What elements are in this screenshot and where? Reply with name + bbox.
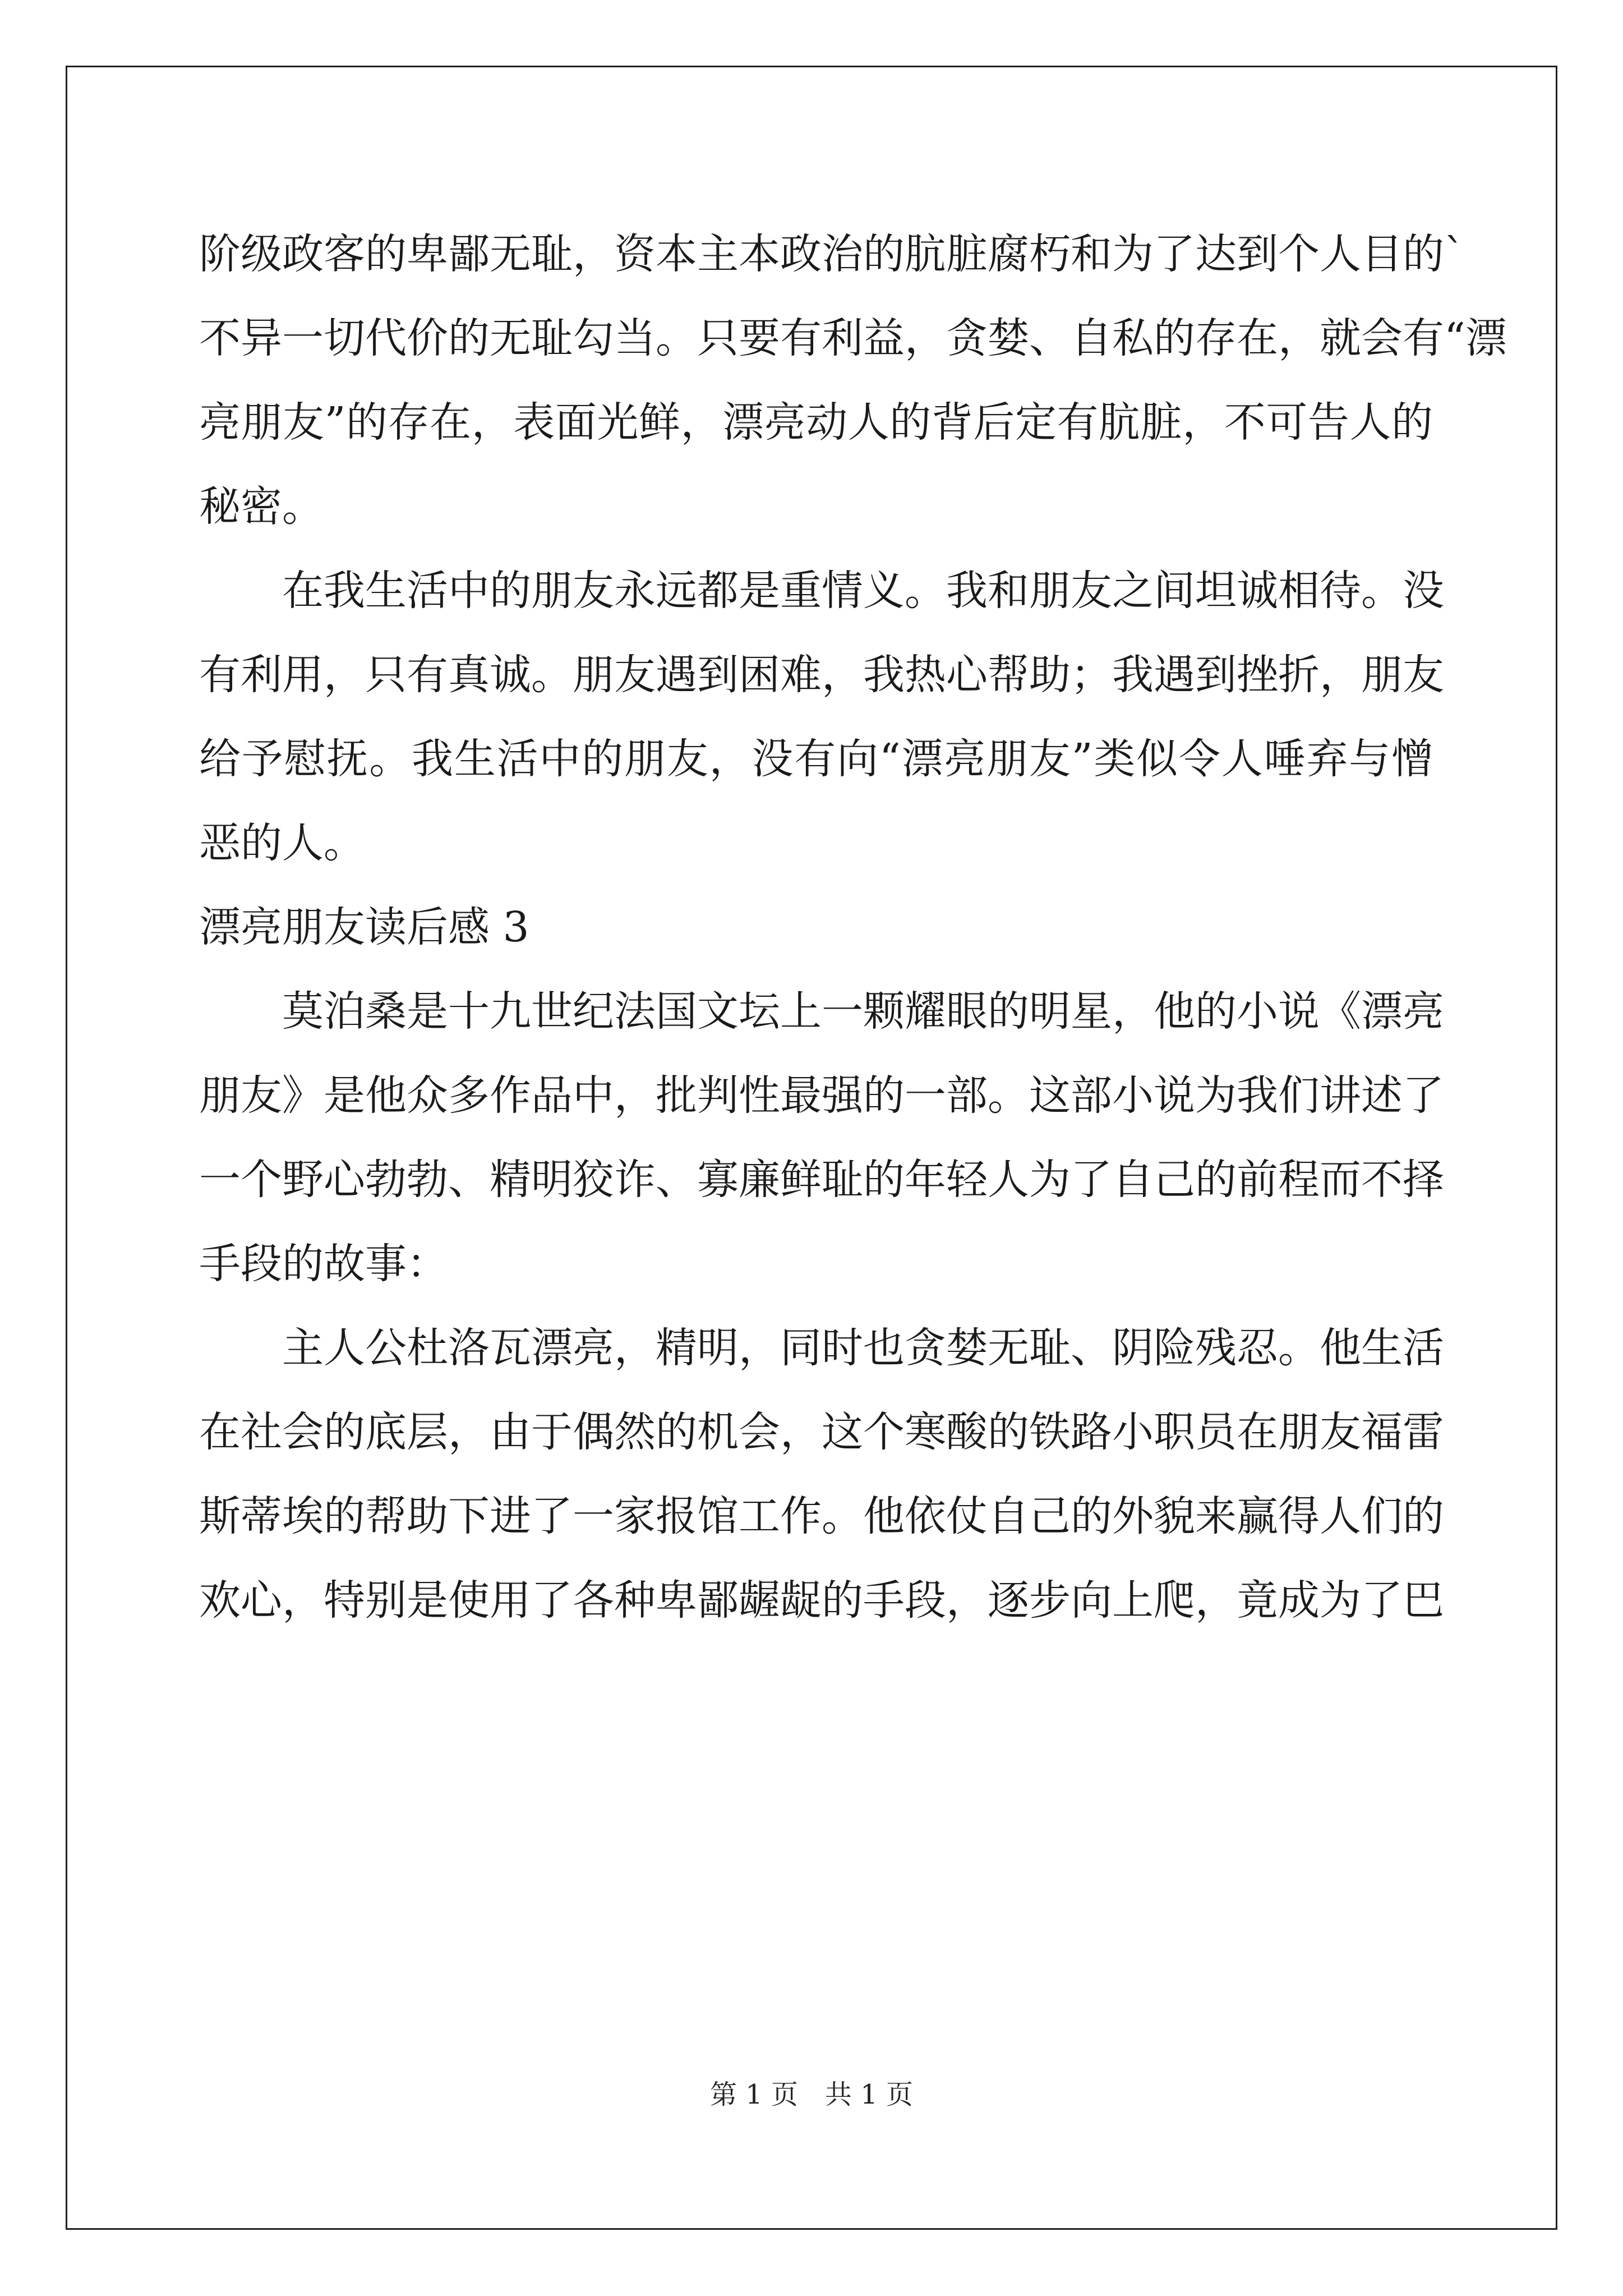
text-line: 欢心，特别是使用了各种卑鄙龌龊的手段，逐步向上爬，竟成为了巴 — [199, 1576, 1444, 1625]
text-line: 主人公杜洛瓦漂亮，精明，同时也贪婪无耻、阴险残忍。他生活 — [282, 1324, 1444, 1372]
text-line: 阶级政客的卑鄙无耻，资本主本政治的肮脏腐朽和为了达到个人目的` — [199, 230, 1465, 278]
text-line: 斯蒂埃的帮助下进了一家报馆工作。他依仗自己的外貌来赢得人们的 — [199, 1492, 1444, 1540]
paragraph — [199, 969, 1444, 1306]
paragraph — [199, 212, 1507, 549]
text-line: 手段的故事： — [199, 1240, 448, 1288]
text-line: 一个野心勃勃、精明狡诈、寡廉鲜耻的年轻人为了自己的前程而不择 — [199, 1156, 1444, 1204]
paragraph — [199, 1306, 1444, 1642]
section-heading: 漂亮朋友读后感 3 — [199, 903, 529, 951]
text-line: 莫泊桑是十九世纪法国文坛上一颗耀眼的明星，他的小说《漂亮 — [282, 987, 1444, 1036]
page-number-footer: 第 1 页 共 1 页 — [709, 2079, 914, 2110]
text-line: 在我生活中的朋友永远都是重情义。我和朋友之间坦诚相待。没 — [282, 567, 1444, 615]
text-line: 给予慰抚。我生活中的朋友，没有向“漂亮朋友”类似令人唾弃与憎 — [199, 735, 1433, 783]
text-line: 在社会的底层，由于偶然的机会，这个寒酸的铁路小职员在朋友福雷 — [199, 1408, 1444, 1456]
document-body — [199, 212, 1507, 1642]
text-line: 亮朋友”的存在，表面光鲜，漂亮动人的背后定有肮脏，不可告人的 — [199, 398, 1433, 447]
text-line: 不异一切代价的无耻勾当。只要有利益，贪婪、自私的存在，就会有“漂 — [199, 314, 1507, 362]
text-line: 朋友》是他众多作品中，批判性最强的一部。这部小说为我们讲述了 — [199, 1071, 1444, 1120]
text-line: 有利用，只有真诚。朋友遇到困难，我热心帮助；我遇到挫折，朋友 — [199, 651, 1444, 699]
paragraph — [199, 549, 1444, 885]
text-line: 恶的人。 — [199, 819, 365, 867]
text-line: 秘密。 — [199, 482, 324, 531]
